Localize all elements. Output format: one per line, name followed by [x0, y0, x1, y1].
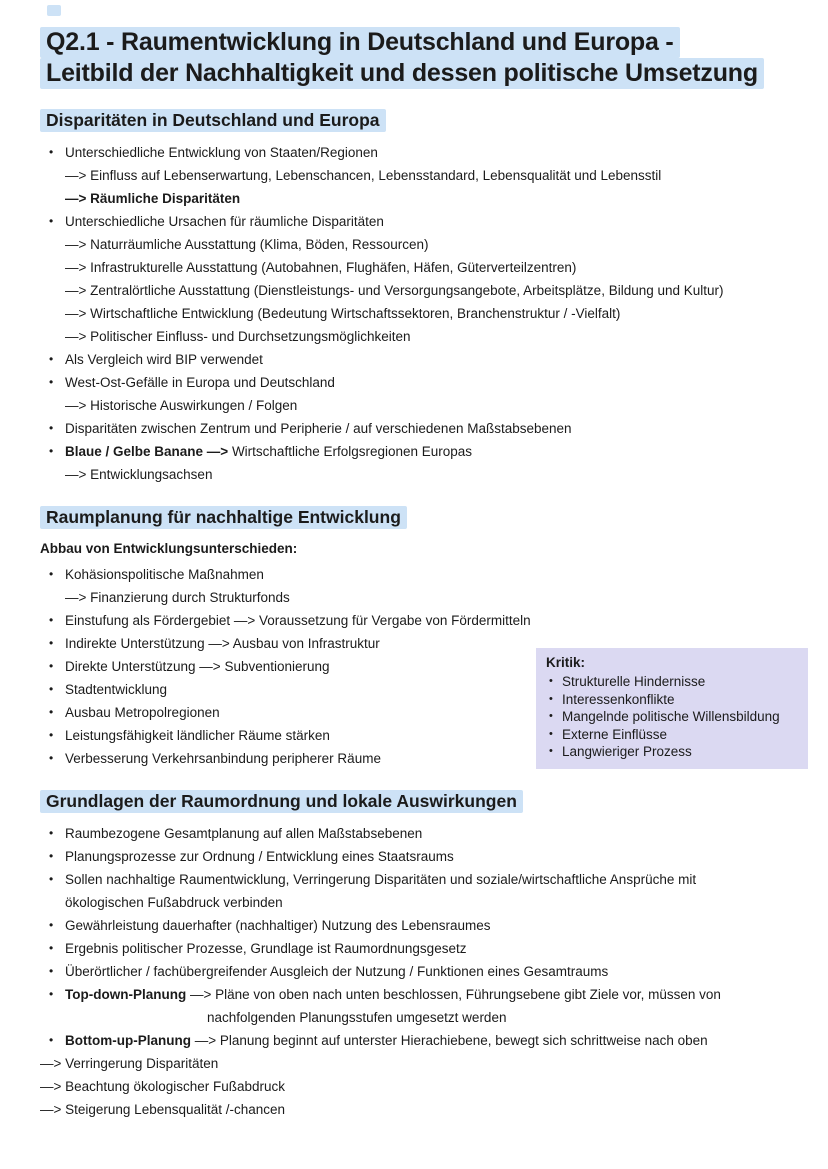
- kritik-item: • Interessenkonflikte: [549, 691, 675, 707]
- arrow-item: —> Räumliche Disparitäten: [65, 191, 241, 206]
- bullet-icon: •: [49, 444, 54, 458]
- bullet-icon: •: [49, 613, 54, 627]
- list-item: • Sollen nachhaltige Raumentwicklung, Verringerung Disparitäten und soziale/wirtschaftliche Ansprüche mit ökologischen Fußabdruck verbinden: [40, 868, 764, 914]
- list-item: • Top-down-Planung —> Pläne von oben nach unten beschlossen, Führungsebene gibt Ziele vor, müssen von: [40, 983, 764, 1006]
- bullet-icon: •: [49, 145, 54, 159]
- bullet-icon: •: [549, 745, 553, 757]
- list-item: • Unterschiedliche Entwicklung von Staaten/Regionen: [40, 141, 764, 164]
- kritik-item: • Strukturelle Hindernisse: [549, 674, 706, 689]
- page-title-highlight: Q2.1 - Raumentwicklung in Deutschland und Europa - Leitbild der Nachhaltigkeit und dessen politische Umsetzung: [40, 27, 764, 89]
- arrow-item: —> Einfluss auf Lebenserwartung, Lebenschancen, Lebensstandard, Lebensqualität und Lebensstil: [65, 168, 662, 183]
- bullet-icon: •: [49, 918, 54, 932]
- bullet-icon: •: [49, 849, 54, 863]
- bullet-icon: •: [49, 682, 54, 696]
- section-heading: Raumplanung für nachhaltige Entwicklung: [40, 505, 788, 529]
- arrow-item: —> Zentralörtliche Ausstattung (Dienstleistungs- und Versorgungsangebote, Arbeitsplätze, Bildung und Kultur): [65, 283, 724, 298]
- arrow-item: —> Historische Auswirkungen / Folgen: [65, 398, 298, 413]
- bullet-icon: •: [49, 987, 54, 1001]
- bullet-icon: •: [49, 659, 54, 673]
- continuation-line: nachfolgenden Planungsstufen umgesetzt werden: [207, 1010, 507, 1025]
- list-item: • Stadtentwicklung: [40, 678, 764, 701]
- bullet-icon: •: [549, 710, 553, 722]
- bullet-icon: •: [549, 727, 553, 740]
- list-item: • Leistungsfähigkeit ländlicher Räume stärken: [40, 724, 764, 747]
- bullet-icon: •: [49, 941, 54, 955]
- list-item: • Bottom-up-Planung —> Planung beginnt auf unterster Hierachiebene, bewegt sich schrittweise nach oben: [40, 1029, 764, 1052]
- kritik-item: • Mangelnde politische Willensbildung: [549, 709, 780, 724]
- page-title: [40, 27, 764, 89]
- list-item: • Disparitäten zwischen Zentrum und Peripherie / auf verschiedenen Maßstabsebenen: [40, 417, 764, 440]
- section-disparitaeten: [40, 108, 788, 486]
- list-item: • Einstufung als Fördergebiet —> Voraussetzung für Vergabe von Fördermitteln: [40, 609, 764, 632]
- bullet-icon: •: [49, 421, 54, 435]
- bullet-icon: •: [49, 728, 54, 742]
- list-item: • Blaue / Gelbe Banane —> Wirtschaftliche Erfolgsregionen Europas: [40, 440, 764, 463]
- section-heading: Grundlagen der Raumordnung und lokale Auswirkungen: [40, 789, 788, 813]
- arrow-item: —> Beachtung ökologischer Fußabdruck: [40, 1079, 286, 1094]
- bullet-icon: •: [549, 675, 553, 687]
- list-item: • Überörtlicher / fachübergreifender Ausgleich der Nutzung / Funktionen eines Gesamtraums: [40, 960, 764, 983]
- list-item: • Indirekte Unterstützung —> Ausbau von Infrastruktur: [40, 632, 764, 655]
- arrow-item: —> Finanzierung durch Strukturfonds: [65, 590, 290, 605]
- bullet-icon: •: [49, 214, 54, 228]
- section-heading: Disparitäten in Deutschland und Europa: [40, 108, 788, 132]
- kritik-box: [536, 648, 808, 769]
- bullet-icon: •: [49, 705, 54, 719]
- list-item: • Als Vergleich wird BIP verwendet: [40, 348, 764, 371]
- bullet-icon: •: [49, 826, 54, 840]
- section-raumordnung: [40, 789, 788, 1121]
- list-item: • West-Ost-Gefälle in Europa und Deutschland: [40, 371, 764, 394]
- kritik-item: • Externe Einflüsse: [549, 726, 668, 742]
- highlight-mark: [47, 5, 61, 16]
- bullet-icon: •: [49, 964, 54, 978]
- arrow-item: —> Naturräumliche Ausstattung (Klima, Böden, Ressourcen): [65, 237, 429, 252]
- list-item: • Verbesserung Verkehrsanbindung peripherer Räume: [40, 747, 764, 770]
- list-item: • Direkte Unterstützung —> Subventionierung: [40, 655, 764, 678]
- list-item: • Gewährleistung dauerhafter (nachhaltiger) Nutzung des Lebensraumes: [40, 914, 764, 937]
- list-item: • Raumbezogene Gesamtplanung auf allen Maßstabsebenen: [40, 822, 764, 845]
- bullet-icon: •: [49, 567, 54, 581]
- list-item: • Planungsprozesse zur Ordnung / Entwicklung eines Staatsraums: [40, 845, 764, 868]
- kritik-title: Kritik:: [546, 655, 586, 670]
- arrow-item: —> Politischer Einfluss- und Durchsetzungsmöglichkeiten: [65, 329, 411, 344]
- list-item: • Kohäsionspolitische Maßnahmen: [40, 563, 764, 586]
- bullet-icon: •: [49, 352, 54, 366]
- bullet-icon: •: [549, 692, 553, 705]
- bullet-icon: •: [49, 872, 54, 886]
- kritik-item: • Langwieriger Prozess: [549, 744, 692, 759]
- list-item: • Ergebnis politischer Prozesse, Grundlage ist Raumordnungsgesetz: [40, 937, 764, 960]
- list-item: • Unterschiedliche Ursachen für räumliche Disparitäten: [40, 210, 764, 233]
- bullet-icon: •: [49, 636, 54, 650]
- bullet-icon: •: [49, 375, 54, 389]
- bullet-icon: •: [49, 751, 54, 765]
- arrow-item: —> Verringerung Disparitäten: [40, 1056, 219, 1071]
- arrow-item: —> Steigerung Lebensqualität /-chancen: [40, 1102, 286, 1117]
- arrow-item: —> Entwicklungsachsen: [65, 467, 213, 482]
- arrow-item: —> Wirtschaftliche Entwicklung (Bedeutung Wirtschaftssektoren, Branchenstruktur / -Vielfalt): [65, 306, 621, 321]
- subsection-heading: Abbau von Entwicklungsunterschieden:: [40, 541, 298, 556]
- list-item: • Ausbau Metropolregionen: [40, 701, 764, 724]
- arrow-item: —> Infrastrukturelle Ausstattung (Autobahnen, Flughäfen, Häfen, Güterverteilzentren): [65, 260, 577, 275]
- bullet-icon: •: [49, 1033, 54, 1047]
